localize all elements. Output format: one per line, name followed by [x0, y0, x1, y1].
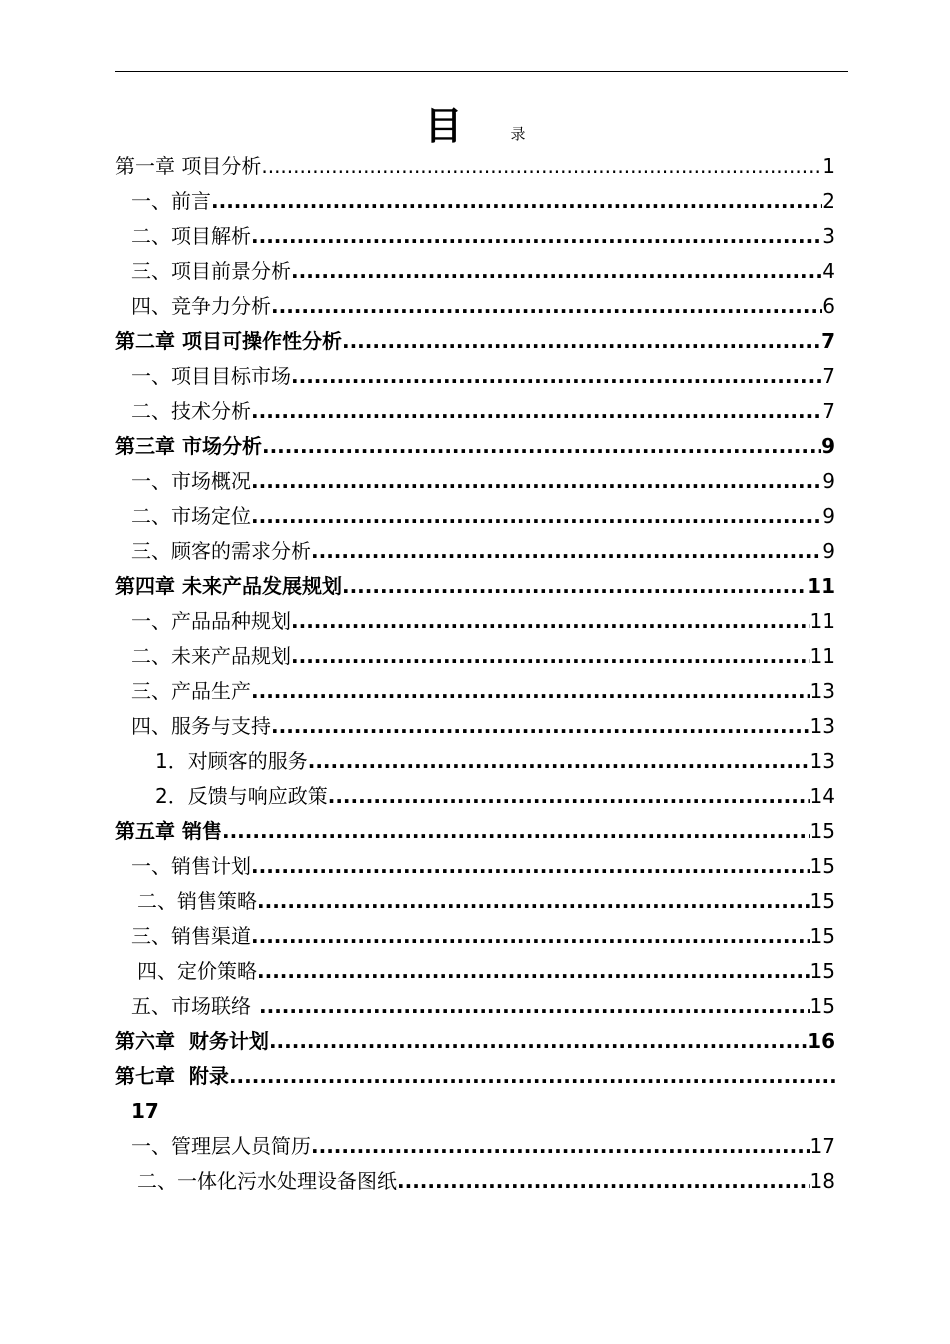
toc-entry-label: 一、前言: [131, 189, 211, 213]
toc-entry-label: 二、市场定位: [131, 504, 251, 528]
toc-entry-label: 一、项目目标市场: [131, 364, 291, 388]
toc-entry-chapter-6[interactable]: [115, 1024, 835, 1059]
toc-leader-dots: [251, 394, 822, 429]
toc-entry[interactable]: [115, 954, 835, 989]
toc-entry-label: 三、顾客的需求分析: [131, 539, 311, 563]
toc-entry-label: 二、项目解析: [131, 224, 251, 248]
toc-entry-page: 9: [822, 539, 835, 563]
toc-entry-label: 四、定价策略: [137, 959, 257, 983]
toc-entry-label: 二、一体化污水处理设备图纸: [137, 1169, 397, 1193]
toc-entry-page: 17: [809, 1134, 835, 1158]
toc-entry-page: 14: [809, 784, 835, 808]
toc-leader-dots: [311, 534, 822, 569]
toc-leader-dots: [262, 429, 821, 464]
toc-entry[interactable]: [115, 989, 835, 1024]
toc-entry-label: 第二章 项目可操作性分析: [115, 329, 342, 353]
toc-entry-chapter-7[interactable]: [115, 1059, 835, 1094]
toc-entry-page: 15: [809, 994, 835, 1018]
toc-entry-label: 1．对顾客的服务: [155, 749, 308, 773]
toc-entry-page: 15: [809, 924, 835, 948]
toc-leader-dots: [269, 1024, 807, 1059]
toc-entry-label: 第六章 财务计划: [115, 1029, 269, 1053]
toc-leader-dots: [229, 1059, 835, 1094]
toc-entry[interactable]: [115, 604, 835, 639]
toc-entry-label: 四、服务与支持: [131, 714, 271, 738]
toc-entry-chapter-2[interactable]: [115, 324, 835, 359]
toc-leader-dots: [222, 814, 810, 849]
toc-entry-label: 2．反馈与响应政策: [155, 784, 328, 808]
toc-entry[interactable]: [115, 184, 835, 219]
toc-entry-chapter-3[interactable]: [115, 429, 835, 464]
toc-entry[interactable]: [115, 499, 835, 534]
toc-entry[interactable]: [115, 219, 835, 254]
toc-entry[interactable]: [115, 464, 835, 499]
toc-entry-page: 17: [131, 1099, 159, 1123]
toc-entry-label: 五、市场联络: [131, 994, 251, 1018]
toc-entry-page: 15: [809, 854, 835, 878]
toc-entry-chapter-1[interactable]: [115, 149, 835, 184]
toc-entry[interactable]: [115, 254, 835, 289]
toc-leader-dots: [291, 359, 822, 394]
toc-title-sub: 录: [510, 125, 526, 143]
toc-entry[interactable]: [115, 849, 835, 884]
toc-entry-page: 2: [822, 189, 835, 213]
toc-entry-page: 7: [822, 399, 835, 423]
toc-entry-page: 9: [822, 504, 835, 528]
toc-entry-page: 1: [822, 154, 835, 178]
toc-entry-page: 4: [822, 259, 835, 283]
toc-entry-label: 三、销售渠道: [131, 924, 251, 948]
toc-entry-label: 第五章 销售: [115, 819, 222, 843]
toc-entry-page: 18: [809, 1169, 835, 1193]
toc-entry-label: 三、项目前景分析: [131, 259, 291, 283]
toc-entry[interactable]: [115, 674, 835, 709]
toc-entry-page: 9: [821, 434, 835, 458]
toc-leader-dots: [342, 324, 821, 359]
toc-entry[interactable]: [115, 919, 835, 954]
toc-leader-dots: [251, 989, 810, 1024]
toc-leader-dots: [257, 954, 810, 989]
toc-entry-label: 一、销售计划: [131, 854, 251, 878]
toc-leader-dots: [251, 499, 822, 534]
toc-leader-dots: [311, 1129, 810, 1164]
toc-leader-dots: [291, 604, 810, 639]
toc-leader-dots: [271, 289, 822, 324]
toc-entry-page: 15: [809, 819, 835, 843]
toc-entry-page: 11: [809, 609, 835, 633]
toc-entry-label: 第三章 市场分析: [115, 434, 262, 458]
toc-leader-dots: [291, 254, 822, 289]
toc-entry-chapter-7-page[interactable]: [115, 1094, 835, 1129]
toc-entry[interactable]: [115, 394, 835, 429]
toc-leader-dots: [251, 919, 810, 954]
toc-entry-label: 第四章 未来产品发展规划: [115, 574, 342, 598]
toc-leader-dots: [261, 149, 822, 184]
toc-entry-page: 13: [809, 679, 835, 703]
toc-entry[interactable]: [115, 709, 835, 744]
toc-entry[interactable]: [115, 884, 835, 919]
toc-leader-dots: [251, 464, 822, 499]
toc-entry-label: 三、产品生产: [131, 679, 251, 703]
toc-entry-page: 7: [822, 364, 835, 388]
toc-entry-page: 6: [822, 294, 835, 318]
toc-entry-page: 7: [821, 329, 835, 353]
toc-entry-chapter-5[interactable]: [115, 814, 835, 849]
toc-entry-chapter-4[interactable]: [115, 569, 835, 604]
toc-leader-dots: [342, 569, 807, 604]
toc-leader-dots: [328, 779, 810, 814]
toc-entry[interactable]: [115, 289, 835, 324]
toc-leader-dots: [308, 744, 810, 779]
toc-entry-page: 11: [807, 574, 835, 598]
toc-entry-label: 二、销售策略: [137, 889, 257, 913]
table-of-contents: [115, 149, 835, 1199]
toc-entry-label: 一、产品品种规划: [131, 609, 291, 633]
toc-entry-page: 13: [809, 749, 835, 773]
toc-entry[interactable]: [115, 1164, 835, 1199]
toc-entry-page: 11: [809, 644, 835, 668]
toc-entry-page: 15: [809, 889, 835, 913]
toc-leader-dots: [211, 184, 822, 219]
toc-entry[interactable]: [115, 1129, 835, 1164]
toc-leader-dots: [257, 884, 810, 919]
toc-entry[interactable]: [115, 534, 835, 569]
toc-leader-dots: [251, 674, 810, 709]
toc-entry-page: 16: [807, 1029, 835, 1053]
header-rule: [115, 71, 848, 72]
toc-entry-page: 15: [809, 959, 835, 983]
toc-leader-dots: [251, 849, 810, 884]
toc-entry[interactable]: [115, 639, 835, 674]
toc-leader-dots: [251, 219, 822, 254]
toc-entry-page: 3: [822, 224, 835, 248]
toc-entry-label: 四、竞争力分析: [131, 294, 271, 318]
toc-entry-page: 9: [822, 469, 835, 493]
toc-entry-label: 第一章 项目分析: [115, 154, 262, 178]
toc-entry-label: 一、管理层人员简历: [131, 1134, 311, 1158]
toc-entry-label: 第七章 附录: [115, 1064, 229, 1088]
toc-entry-label: 二、技术分析: [131, 399, 251, 423]
toc-entry-page: 13: [809, 714, 835, 738]
toc-leader-dots: [397, 1164, 810, 1199]
toc-leader-dots: [291, 639, 810, 674]
toc-entry[interactable]: [115, 779, 835, 814]
toc-entry[interactable]: [115, 744, 835, 779]
toc-entry-label: 一、市场概况: [131, 469, 251, 493]
toc-entry-label: 二、未来产品规划: [131, 644, 291, 668]
toc-leader-dots: [271, 709, 810, 744]
toc-entry[interactable]: [115, 359, 835, 394]
toc-title-main: 目: [424, 104, 463, 148]
